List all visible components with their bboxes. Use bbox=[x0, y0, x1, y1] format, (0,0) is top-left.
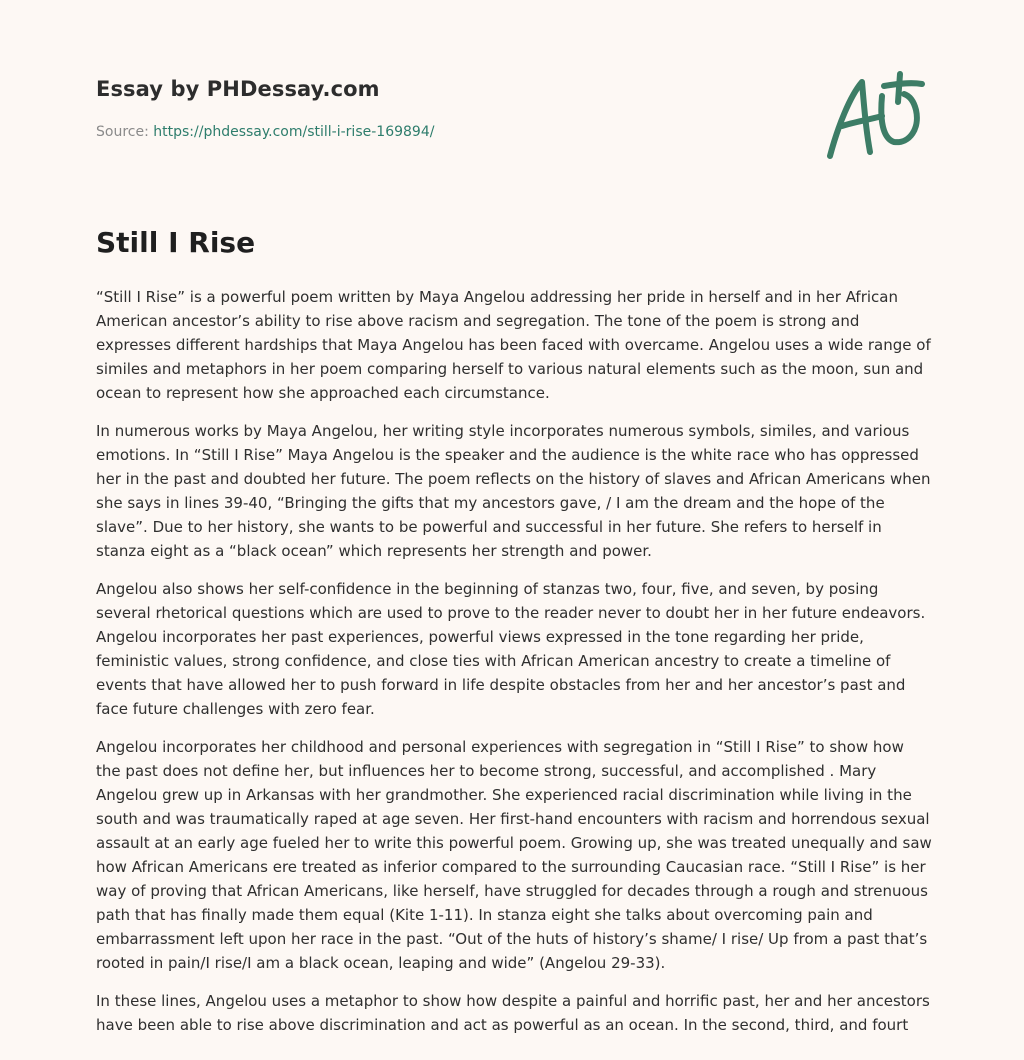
essay-page bbox=[96, 0, 932, 1034]
source-line bbox=[96, 124, 434, 140]
source-link[interactable]: https://phdessay.com/still-i-rise-169894/ bbox=[153, 124, 435, 140]
essay-paragraph: In numerous works by Maya Angelou, her writing style incorporates numerous symbols, similes, and various emotions. In “Still I Rise” Maya Angelou is the speaker and the audience is the white race who has oppressed her in the past and doubted her future. The poem reflects on the history of slaves and African Americans when she says in lines 39-40, “Bringing the gifts that my ancestors gave, / I am the dream and the hope of the slave”. Due to her history, she wants to be powerful and successful in her future. She refers to herself in stanza eight as a “black ocean” which represents her strength and power. bbox=[96, 422, 931, 560]
essay-body bbox=[96, 285, 932, 1051]
essay-title: Still I Rise bbox=[96, 226, 256, 259]
essay-paragraph: “Still I Rise” is a powerful poem written by Maya Angelou addressing her pride in herself and in her African American ancestor’s ability to rise above racism and segregation. The tone of the poem is strong and expresses different hardships that Maya Angelou has been faced with overcame. Angelou uses a wide range of similes and metaphors in her poem comparing herself to various natural elements such as the moon, sun and ocean to represent how she approached each circumstance. bbox=[96, 288, 931, 402]
essay-paragraph: Angelou incorporates her childhood and personal experiences with segregation in “Still I Rise” to show how the past does not define her, but influences her to become strong, successful, and accomplished . Mary Angelou grew up in Arkansas with her grandmother. She experienced racial discrimination while living in the south and was traumatically raped at age seven. Her first-hand encounters with racism and horrendous sexual assault at an early age fueled her to write this powerful poem. Growing up, she was treated unequally and saw how African Americans ere treated as inferior compared to the surrounding Caucasian race. “Still I Rise” is her way of proving that African Americans, like herself, have struggled for decades through a rough and strenuous path that has finally made them equal (Kite 1-11). In stanza eight she talks about overcoming pain and embarrassment left upon her race in the past. “Out of the huts of history’s shame/ I rise/ Up from a past that’s rooted in pain/I rise/I am a black ocean, leaping and wide” (Angelou 29-33). bbox=[96, 738, 932, 972]
source-label: Source: bbox=[96, 124, 154, 140]
page-header bbox=[96, 0, 932, 200]
essay-paragraph: Angelou also shows her self-confidence in the beginning of stanzas two, four, five, and seven, by posing several rhetorical questions which are used to prove to the reader never to doubt her in her future endeavors. Angelou incorporates her past experiences, powerful views expressed in the tone regarding her pride, feministic values, strong confidence, and close ties with African American ancestry to create a timeline of events that have allowed her to push forward in life despite obstacles from her and her ancestor’s past and face future challenges with zero fear. bbox=[96, 580, 926, 718]
site-brand: Essay by PHDessay.com bbox=[96, 77, 380, 101]
a-plus-grade-icon bbox=[824, 66, 928, 164]
essay-paragraph: In these lines, Angelou uses a metaphor to show how despite a painful and horrific past, her and her ancestors have been able to rise above discrimination and act as powerful as an ocean. In the second, third, and fourt bbox=[96, 992, 930, 1034]
